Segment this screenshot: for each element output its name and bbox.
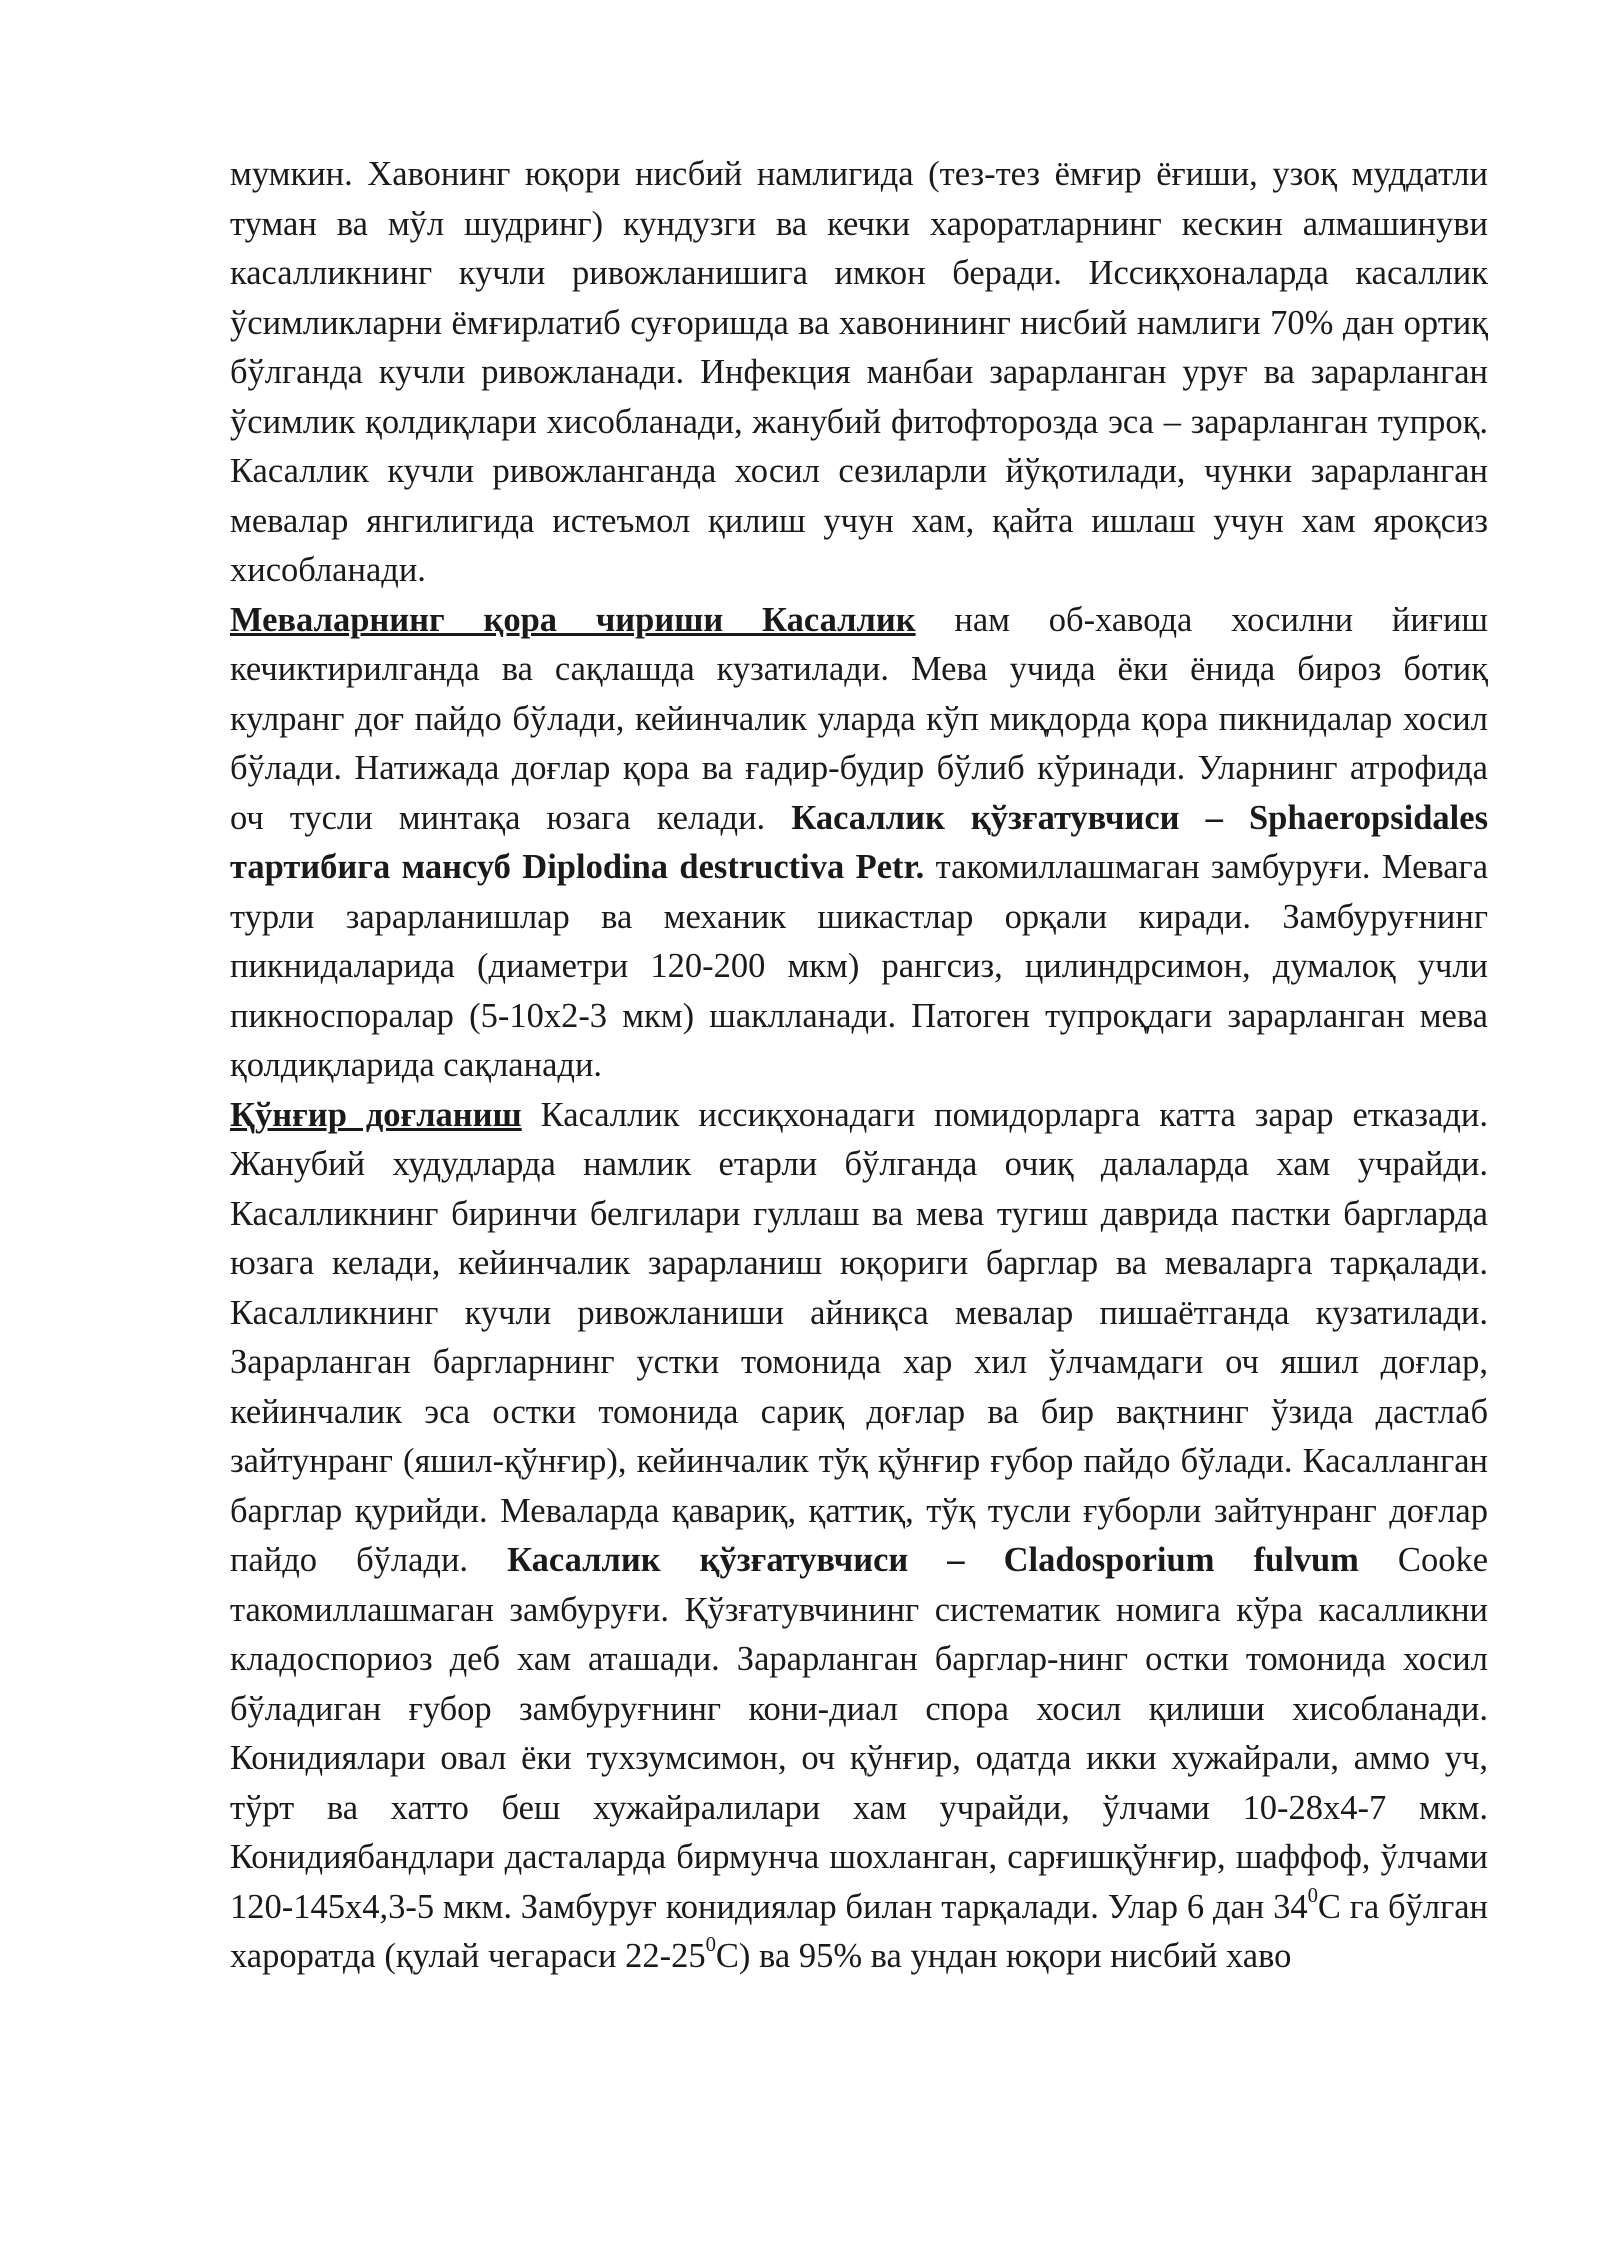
paragraph-brown-spot [230,1091,1488,1982]
paragraph-text: мумкин. Хавонинг юқори нисбий намлигида (тез-тез ёмғир ёғиши, узоқ муддатли туман ва мўл шудринг) кундузги ва кечки хароратларнинг кескин алмашинуви касалликнинг кучли ривожланишига имкон беради. Иссиқхоналарда касаллик ўсимликларни ёмғирлатиб суғоришда ва хавонининг нисбий намлиги 70% дан ортиқ бўлганда кучли ривожланади. Инфекция манбаи зарарланган уруғ ва зарарланган ўсимлик қолдиқлари хисобланади, жанубий фитофторозда эса – зарарланган тупроқ. Касаллик кучли ривожланганда хосил сезиларли йўқотилади, чунки зарарланган мевалар янгилигида истеъмол қилиш учун хам, қайта ишлаш учун хам яроқсиз хисобланади. [230,155,1488,589]
superscript-degree: 0 [705,1934,716,1957]
paragraph-text: С га бўлган хароратда (қулай чегараси 22-25 [230,1887,1488,1975]
section-heading-brown-spot: Қўнғир доғланиш [230,1095,522,1134]
paragraph-text: нам об-хавода хосилни йиғиш кечиктирилганда ва сақлашда кузатилади. Мева учида ёки ёнида бироз ботиқ кулранг доғ пайдо бўлади, кейинчалик уларда кўп миқдорда қора пикнидалар хосил бўлади. Натижада доғлар қора ва ғадир-будир бўлиб кўринади. Уларнинг атрофида оч тусли минтақа юзага келади. [230,600,1488,837]
pathogen-name-bold: Касаллик қўзғатувчиси – Sphaeropsidales тартибига мансуб Diplodina destructiva Petr. [230,798,1488,886]
section-heading-black-rot: Меваларнинг қора чириши Касаллик [230,600,916,639]
paragraph-humidity-conditions [230,150,1488,596]
paragraph-text: С) ва 95% ва ундан юқори нисбий хаво [715,1937,1292,1975]
pathogen-name-bold: Касаллик қўзғатувчиси – Cladosporium fulvum [507,1541,1359,1579]
paragraph-black-rot [230,596,1488,1091]
paragraph-text: Cooke такомиллашмаган замбуруғи. Қўзғатувчининг систематик номига кўра касалликни кладоспориоз деб хам аташади. Зарарланган барглар-нинг остки томонида хосил бўладиган ғубор замбуруғнинг кони-диал спора хосил қилиши хисобланади. Конидиялари овал ёки тухзумсимон, оч қўнғир, одатда икки хужайрали, аммо уч, тўрт ва хатто беш хужайралилари хам учрайди, ўлчами 10-28х4-7 мкм. Конидиябандлари дасталарда бирмунча шохланган, сарғишқўнғир, шаффоф, ўлчами 120-145х4,3-5 мкм. Замбуруғ конидиялар билан тарқалади. Улар 6 дан 34 [230,1541,1489,1926]
paragraph-text: такомиллашмаган замбуруғи. Мевага турли зарарланишлар ва механик шикастлар орқали киради. Замбуруғнинг пикнидаларида (диаметри 120-200 мкм) рангсиз, цилиндрсимон, думалоқ учли пикноспоралар (5-10х2-3 мкм) шаклланади. Патоген тупроқдаги зарарланган мева қолдиқларида сақланади. [230,848,1489,1084]
superscript-degree: 0 [1307,1884,1318,1907]
document-page [230,150,1488,1982]
paragraph-text: Касаллик иссиқхонадаги помидорларга катта зарар етказади. Жанубий худудларда намлик етарли бўлганда очиқ далаларда хам учрайди. Касалликнинг биринчи белгилари гуллаш ва мева тугиш даврида пастки баргларда юзага келади, кейинчалик зарарланиш юқориги барглар ва меваларга тарқалади. Касалликнинг кучли ривожланиши айниқса мевалар пишаётганда кузатилади. Зарарланган баргларнинг устки томонида хар хил ўлчамдаги оч яшил доғлар, кейинчалик эса остки томонида сариқ доғлар ва бир вақтнинг ўзида дастлаб зайтунранг (яшил-қўнғир), кейинчалик тўқ қўнғир ғубор пайдо бўлади. Касалланган барглар қурийди. Меваларда қавариқ, қаттиқ, тўқ тусли ғуборли зайтунранг доғлар пайдо бўлади. [230,1095,1488,1579]
